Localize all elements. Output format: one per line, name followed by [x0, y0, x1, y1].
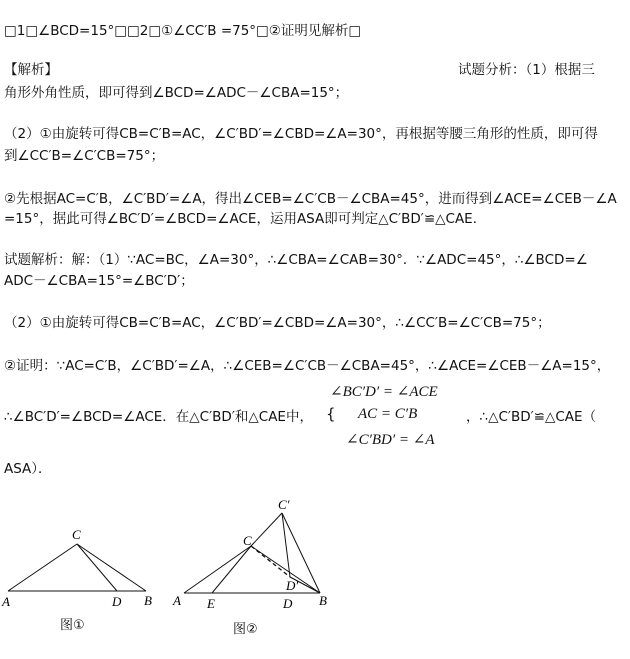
label-C: C: [243, 533, 252, 548]
analysis-p3-line1: ②先根据AC=C′B，∠C′BD′=∠A，得出∠CEB=∠C′CB－∠CBA=45°，进而得到∠ACE=∠CEB－∠A: [4, 191, 617, 207]
label-D: D: [112, 594, 122, 609]
label-D2: D′: [286, 578, 299, 593]
system-row-2: AC = C′B: [358, 406, 418, 422]
label-B: B: [144, 593, 152, 608]
figure-2-caption: 图②: [233, 622, 258, 637]
label-A: A: [173, 593, 181, 608]
label-C2: C′: [278, 497, 290, 512]
solution-part2-line1: （2）①由旋转可得CB=C′B=AC，∠C′BD′=∠CBD=∠A=30°，∴∠CC′B=∠C′CB=75°；: [4, 315, 551, 331]
analysis-p1: 角形外角性质，即可得到∠BCD=∠ADC－∠CBA=15°；: [4, 85, 349, 101]
label-E: E: [207, 596, 215, 611]
analysis-p2-line1: （2）①由旋转可得CB=C′B=AC，∠C′BD′=∠CBD=∠A=30°，再根据等腰三角形的性质，即可得: [4, 126, 598, 142]
segment-CC2: [251, 513, 282, 546]
figure-1: [0, 525, 170, 615]
analysis-p2-line2: 到∠CC′B=∠C′CB=75°；: [4, 148, 165, 164]
solution-line2: ADC－∠CBA=15°=∠BC′D′；: [4, 273, 194, 289]
label-A: A: [2, 594, 10, 609]
answer-line: □1□∠BCD=15°□□2□①∠CC′B =75°□②证明见解析□: [4, 23, 362, 39]
segment-AC: [8, 544, 77, 591]
figure-1-caption: 图①: [60, 618, 85, 633]
system-row-3: ∠C′BD′ = ∠A: [346, 432, 435, 448]
solution-congruence-end: ，∴△C′BD′≌△CAE（: [466, 409, 597, 425]
analysis-p3-line2: =15°，据此可得∠BC′D′=∠BCD=∠ACE，运用ASA即可判定△C′BD′≌△CAE．: [4, 211, 487, 227]
analysis-label: 【解析】: [4, 62, 58, 78]
solution-asa: ASA）．: [4, 461, 52, 477]
label-C: C: [72, 527, 81, 542]
label-B: B: [319, 593, 327, 608]
analysis-intro: 试题分析：（1）根据三: [458, 62, 595, 78]
segment-CD-dashed: [251, 546, 290, 577]
system-row-1: ∠BC′D′ = ∠ACE: [330, 384, 438, 400]
solution-congruence-intro: ∴∠BC′D′=∠BCD=∠ACE．在△C′BD′和△CAE中，: [4, 409, 313, 425]
figure-2: [170, 495, 340, 620]
solution-line1: 试题解析：解：（1）∵AC=BC，∠A=30°，∴∠CBA=∠CAB=30°．∵∠ADC=45°，∴∠BCD=∠: [4, 252, 588, 268]
segment-CD: [251, 546, 288, 593]
solution-part2-proof: ②证明：∵AC=C′B，∠C′BD′=∠A，∴∠CEB=∠C′CB－∠CBA=45°，∴∠ACE=∠CEB－∠A=15°，: [4, 358, 611, 374]
system-brace: {: [326, 405, 336, 423]
label-D: D: [283, 596, 293, 611]
